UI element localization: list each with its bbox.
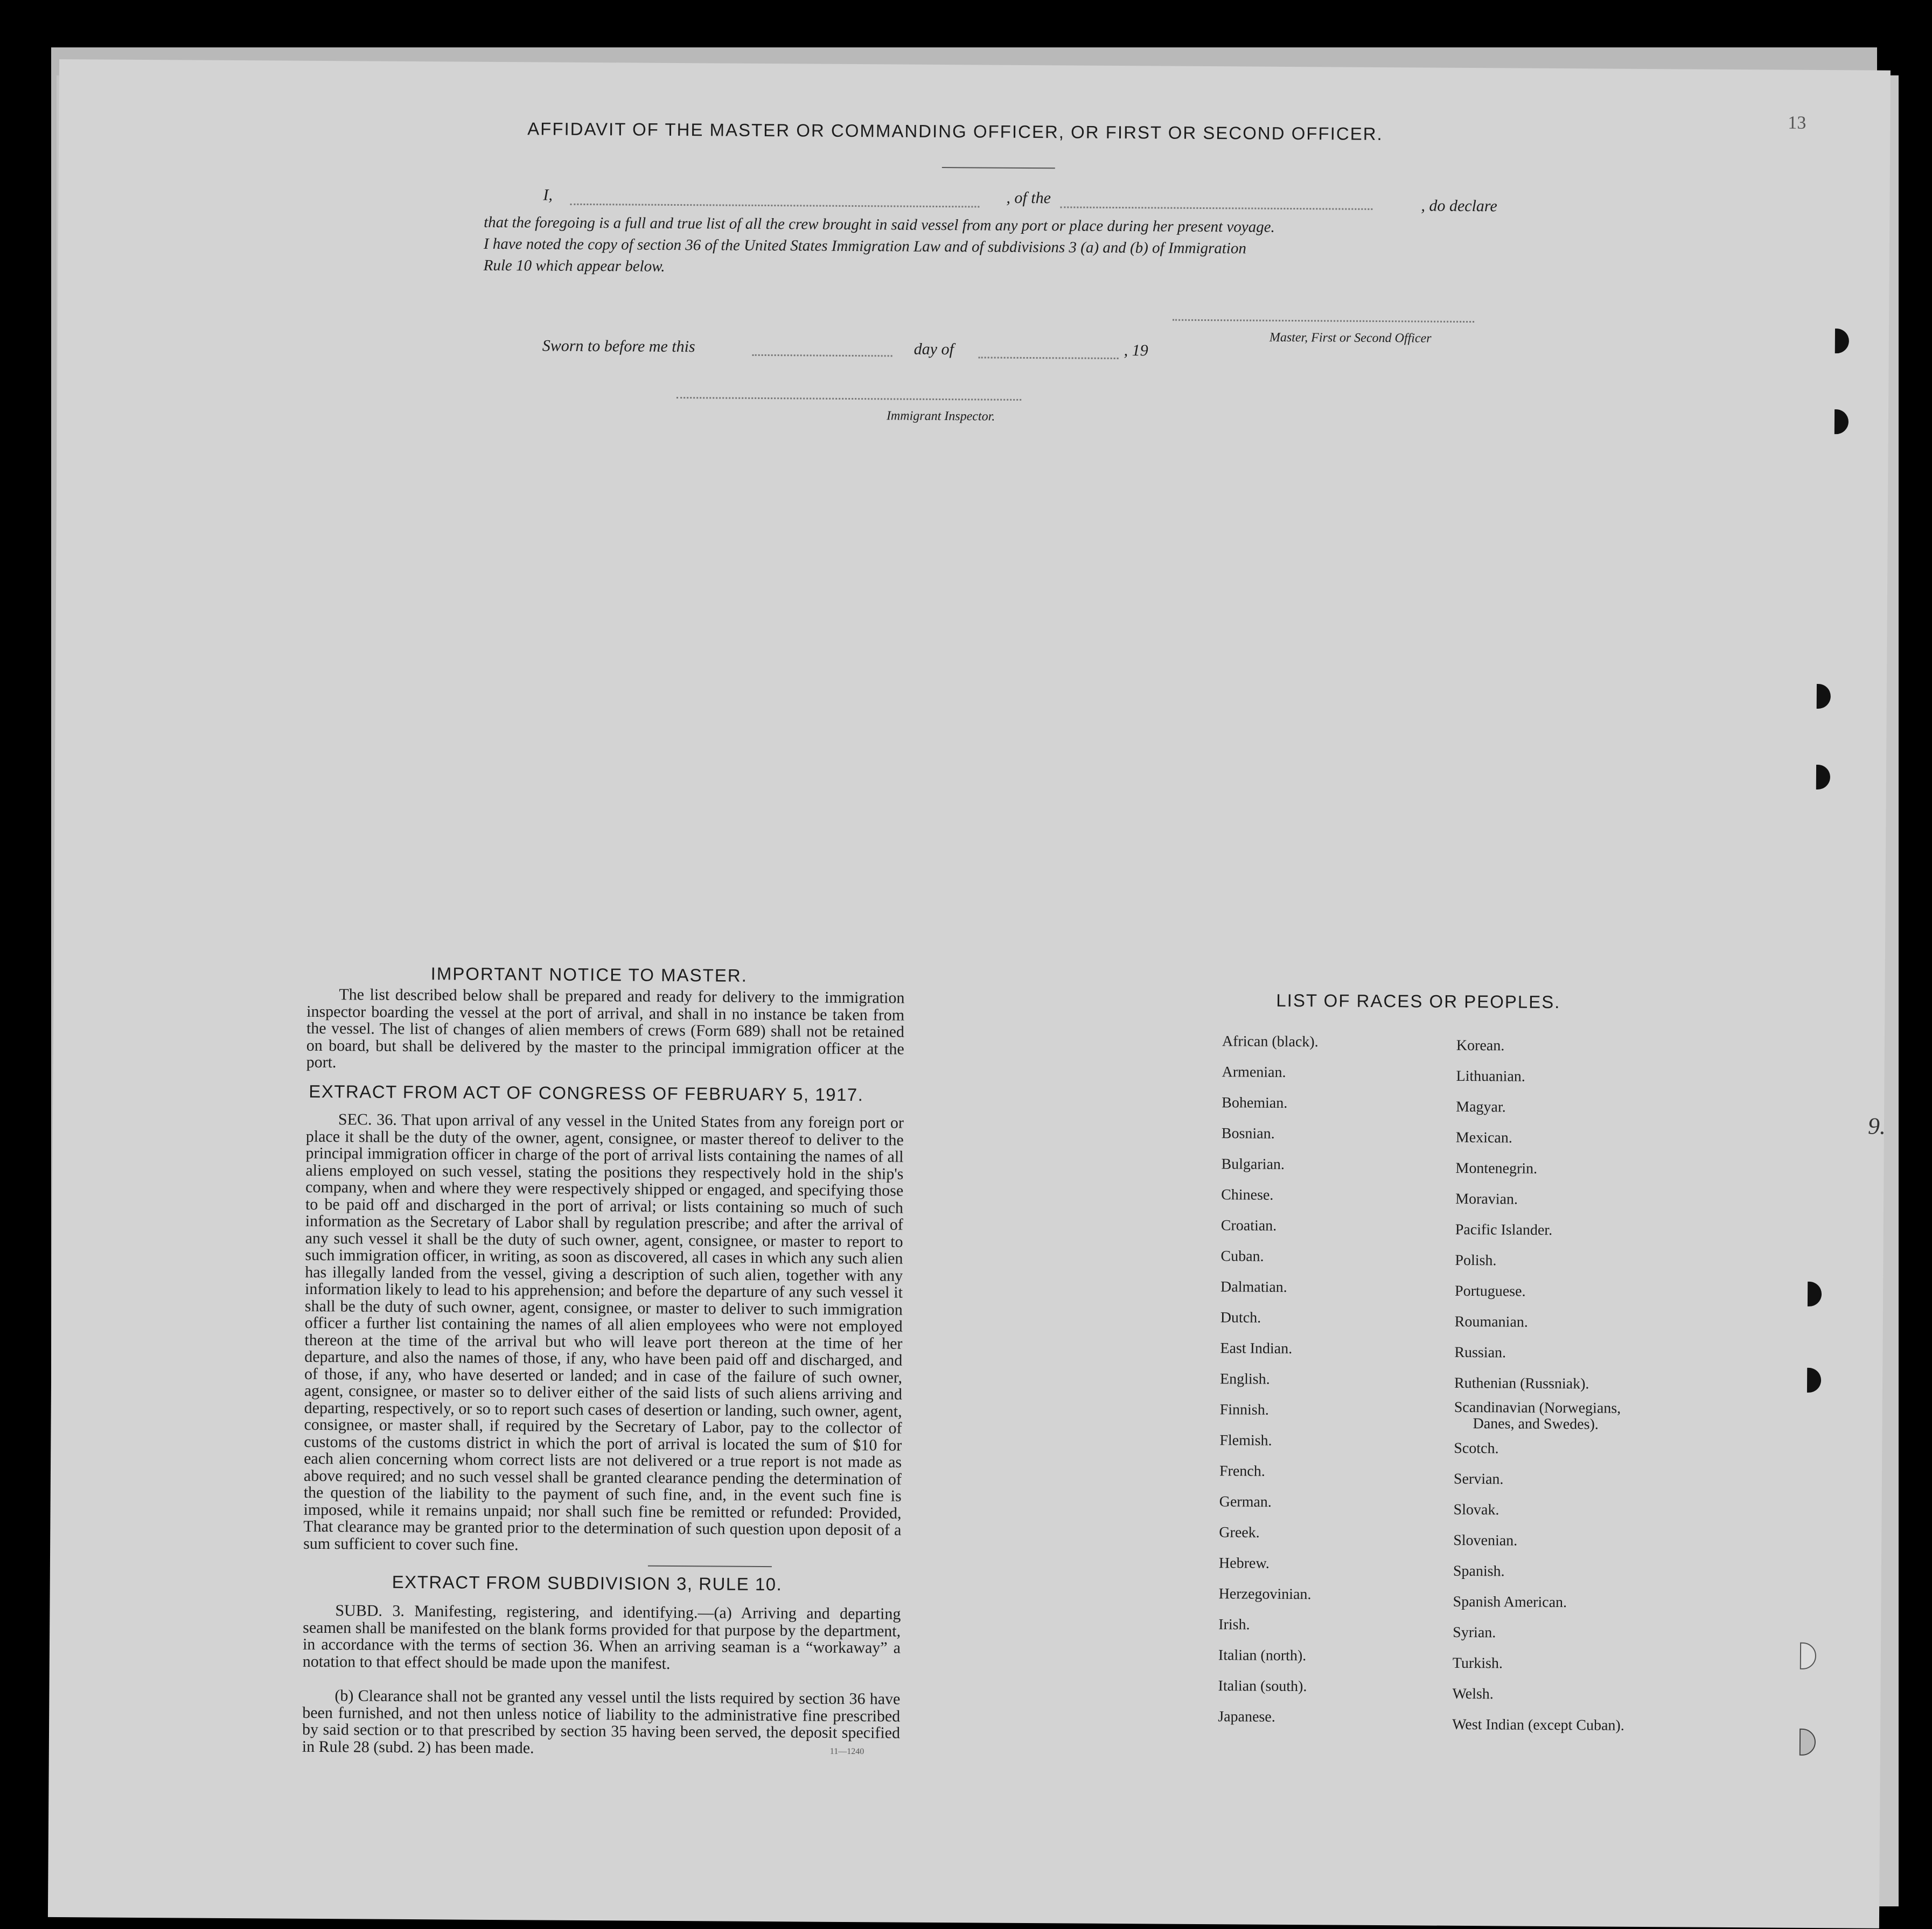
- print-code: 11—1240: [829, 1746, 864, 1757]
- race-item: Turkish.: [1452, 1654, 1503, 1672]
- of-the-label: , of the: [1006, 188, 1051, 207]
- punch-hole: [1808, 1282, 1822, 1306]
- extract-rule-a: SUBD. 3. Manifesting, registering, and identifying.—(a) Arriving and departing seamen shall be manifested on the blank forms provided for that purpose by the department, in accordance with the terms of section 36. When an arriving seaman is a “workaway” a notation to that effect should be made upon the manifest.: [302, 1602, 901, 1673]
- punch-hole: [1835, 409, 1849, 434]
- title-rule: [942, 167, 1055, 169]
- race-item: Scandinavian (Norwegians,: [1454, 1399, 1621, 1417]
- extract-rule-b: (b) Clearance shall not be granted any vessel until the lists required by section 36 have been furnished, and not then unless notice of liability to the administrative fine prescribed by said section or to that prescribed by section 35 having been served, the deposit specified in Rule 28 (subd. 2) has been made.: [302, 1687, 901, 1757]
- race-item: Irish.: [1218, 1616, 1250, 1633]
- race-item: Syrian.: [1453, 1624, 1496, 1641]
- race-item: Spanish American.: [1453, 1593, 1567, 1611]
- race-item: Servian.: [1453, 1470, 1504, 1488]
- vessel-line: [1060, 206, 1372, 210]
- race-item: Japanese.: [1218, 1708, 1275, 1725]
- extract-act-body: SEC. 36. That upon arrival of any vessel in the United States from any foreign port or place it shall be the duty of the owner, agent, consignee, or master thereof to deliver to the principal immigration officer in charge of the port of arrival lists containing the names of all aliens employed on such vessel, stating the positions they respectively hold in the ship's company, when and where they were respectively shipped or engaged, and specifying those to be paid off and discharged in the port of arrival; or lists containing so much of such information as the Secretary of Labor shall by regulation prescribe; and after the arrival of any such vessel it shall be the duty of such owner, agent, consignee, or master to report to such immigration officer, in writing, as soon as discovered, all cases in which any such alien has illegally landed from the vessel, giving a description of such alien, together with any information likely to lead to his apprehension; and before the departure of any such vessel it shall be the duty of such owner, agent, consignee, or master to deliver to such immigration officer a further list containing the names of all alien employees who were not employed thereon at the time of the arrival but who will leave port thereon at the time of her departure, and also the names of those, if any, who have been paid off and discharged, and of those, if any, who have deserted or landed; and in case of the failure of such owner, agent, consignee, or master so to deliver either of the said lists of such aliens arriving and departing, respectively, or so to report such cases of desertion or landing, such owner, agent, consignee, or master shall, if required by the Secretary of Labor, pay to the collector of customs of the customs district in which the port of arrival is located the sum of $10 for each alien concerning whom correct lists are not delivered or a true report is not made as above required; and no such vessel shall be granted clearance pending the determination of the question of the liability to the payment of such fine, and, in the event such fine is imposed, while it remains unpaid; nor shall such fine be remitted or refunded: Provided, That clearance may be granted prior to the determination of such question upon deposit of a sum sufficient to cover such fine.: [303, 1110, 904, 1554]
- race-item: Chinese.: [1221, 1186, 1274, 1204]
- race-item: Italian (south).: [1218, 1678, 1307, 1695]
- extract-act-title: EXTRACT FROM ACT OF CONGRESS OF FEBRUARY 5, 1917.: [309, 1081, 864, 1105]
- punch-hole: [1817, 684, 1831, 709]
- affidavit-line-4: Rule 10 which appear below.: [483, 256, 665, 275]
- sworn-month-line: [979, 357, 1119, 359]
- race-item: Cuban.: [1220, 1248, 1264, 1265]
- race-item: Bosnian.: [1221, 1125, 1275, 1142]
- notice-body: The list described below shall be prepared and ready for delivery to the immigration inspector boarding the vessel at the port of arrival, and shall in no instance be taken from the vessel. The list of changes of alien members of crews (Form 689) shall not be retained on board, but shall be delivered by the master to the principal immigration officer at the port.: [306, 986, 905, 1072]
- race-item: Mexican.: [1455, 1129, 1512, 1147]
- race-item: English.: [1219, 1371, 1270, 1388]
- punch-hole: [1800, 1729, 1816, 1756]
- race-item: Herzegovinian.: [1218, 1585, 1312, 1603]
- race-item: Flemish.: [1219, 1432, 1272, 1449]
- do-declare-label: , do declare: [1421, 197, 1497, 215]
- race-item: Croatian.: [1220, 1217, 1277, 1234]
- race-item: Roumanian.: [1454, 1313, 1528, 1331]
- punch-hole: [1807, 1368, 1821, 1393]
- extract-rule-title: EXTRACT FROM SUBDIVISION 3, RULE 10.: [392, 1571, 783, 1595]
- races-title: LIST OF RACES OR PEOPLES.: [1276, 990, 1561, 1012]
- year-label: , 19: [1124, 341, 1148, 360]
- name-line: [570, 204, 979, 208]
- race-item: Greek.: [1219, 1524, 1260, 1541]
- notice-title: IMPORTANT NOTICE TO MASTER.: [430, 963, 748, 986]
- affidavit-title: AFFIDAVIT OF THE MASTER OR COMMANDING OFFICER, OR FIRST OR SECOND OFFICER.: [527, 118, 1383, 144]
- race-item: Dalmatian.: [1220, 1278, 1287, 1296]
- race-item: Armenian.: [1222, 1064, 1286, 1081]
- race-item: Lithuanian.: [1456, 1067, 1525, 1085]
- master-signature-label: Master, First or Second Officer: [1269, 330, 1432, 346]
- race-item: Italian (north).: [1218, 1647, 1307, 1665]
- race-item: Bohemian.: [1222, 1094, 1288, 1112]
- race-item: French.: [1219, 1463, 1265, 1480]
- affidavit-i-label: I,: [543, 186, 553, 204]
- race-item: German.: [1219, 1493, 1272, 1511]
- race-item: Ruthenian (Russniak).: [1454, 1374, 1589, 1393]
- race-item: Spanish.: [1453, 1562, 1505, 1580]
- race-item: Polish.: [1455, 1252, 1497, 1269]
- race-item: East Indian.: [1220, 1340, 1293, 1358]
- race-item: Russian.: [1454, 1344, 1506, 1361]
- margin-mark: 9.: [1867, 1113, 1886, 1140]
- race-item: Moravian.: [1455, 1190, 1518, 1208]
- race-item: Danes, and Swedes).: [1473, 1415, 1599, 1433]
- race-item: Hebrew.: [1218, 1555, 1270, 1572]
- race-item: Montenegrin.: [1455, 1159, 1538, 1177]
- race-item: Korean.: [1456, 1037, 1505, 1054]
- race-item: Finnish.: [1219, 1401, 1269, 1418]
- punch-hole: [1835, 329, 1849, 353]
- race-item: Scotch.: [1454, 1439, 1499, 1457]
- section-rule: [648, 1565, 772, 1567]
- race-item: Slovenian.: [1453, 1532, 1518, 1549]
- page-number: 13: [1788, 113, 1807, 133]
- sworn-day-line: [752, 354, 892, 357]
- document-page: [48, 59, 1891, 1928]
- inspector-label: Immigrant Inspector.: [886, 409, 995, 424]
- punch-hole: [1800, 1643, 1816, 1669]
- race-item: Pacific Islander.: [1455, 1221, 1553, 1239]
- race-item: Welsh.: [1452, 1685, 1494, 1703]
- inspector-signature-line: [676, 397, 1021, 401]
- race-item: Magyar.: [1456, 1098, 1506, 1116]
- affidavit-line-3: I have noted the copy of section 36 of the United States Immigration Law and of subdivisions 3 (a) and (b) of Immigration: [483, 235, 1247, 257]
- punch-hole: [1816, 765, 1830, 789]
- day-of-label: day of: [913, 340, 954, 359]
- race-item: West Indian (except Cuban).: [1452, 1716, 1624, 1734]
- sworn-label: Sworn to before me this: [542, 337, 695, 356]
- master-signature-line: [1173, 319, 1474, 323]
- race-item: African (black).: [1222, 1033, 1319, 1051]
- race-item: Portuguese.: [1454, 1282, 1526, 1300]
- race-item: Bulgarian.: [1221, 1156, 1285, 1173]
- affidavit-line-2: that the foregoing is a full and true list of all the crew brought in said vessel from any port or place during her present voyage.: [484, 213, 1275, 236]
- race-item: Slovak.: [1453, 1501, 1499, 1519]
- race-item: Dutch.: [1220, 1309, 1261, 1326]
